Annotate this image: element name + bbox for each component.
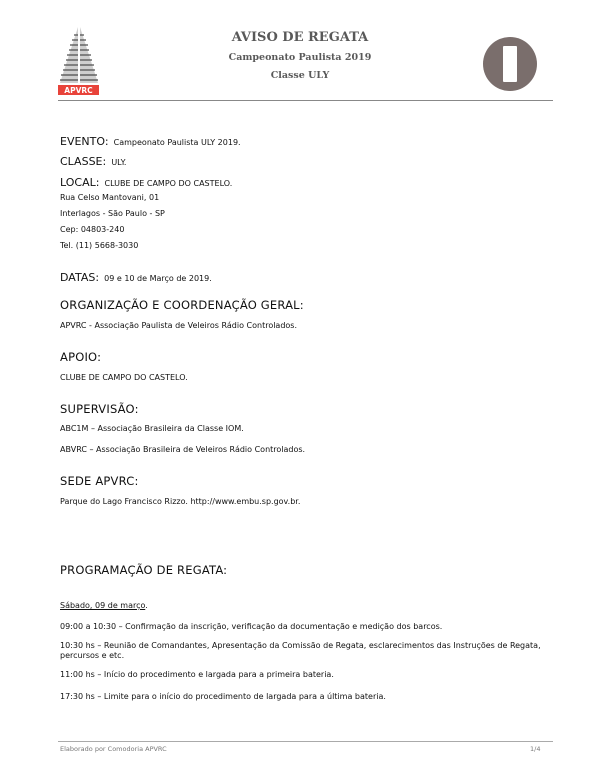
local-label: LOCAL: — [60, 176, 100, 189]
schedule-item-3: 17:30 hs – Limite para o início do procedimento de largada para a última bateria. — [60, 692, 386, 701]
programacao-label: PROGRAMAÇÃO DE REGATA: — [60, 563, 228, 577]
classe-label: CLASSE: — [60, 155, 107, 168]
datas-row — [60, 266, 212, 285]
page-number: 1/4 — [530, 745, 541, 753]
document-class: Classe ULY — [270, 70, 330, 81]
supervisao-abvrc: ABVRC – Associação Brasileira de Veleiros Rádio Controlados. — [60, 445, 306, 454]
local-city: Interlagos - São Paulo - SP — [60, 209, 165, 218]
schedule-item-0: 09:00 a 10:30 – Confirmação da inscrição, verificação da documentação e medição dos barcos. — [60, 622, 443, 631]
apoio-value: CLUBE DE CAMPO DO CASTELO. — [60, 373, 188, 382]
classe-row — [60, 150, 126, 169]
local-address: Rua Celso Mantovani, 01 — [60, 193, 160, 202]
supervisao-label: SUPERVISÃO: — [60, 402, 139, 416]
supervisao-abc1m: ABC1M – Associação Brasileira da Classe IOM. — [60, 424, 244, 433]
footer-divider — [58, 741, 553, 742]
local-cep: Cep: 04803-240 — [60, 225, 125, 234]
organizacao-label: ORGANIZAÇÃO E COORDENAÇÃO GERAL: — [60, 298, 304, 312]
datas-label: DATAS: — [60, 271, 100, 284]
roman-numeral-badge — [483, 37, 537, 91]
programacao-day — [60, 601, 148, 610]
document-subtitle: Campeonato Paulista 2019 — [228, 52, 372, 63]
document-title: AVISO DE REGATA — [231, 30, 369, 45]
header-divider — [58, 100, 553, 101]
day-label: Sábado, 09 de março — [60, 601, 146, 610]
organizacao-value: APVRC - Associação Paulista de Veleiros Rádio Controlados. — [60, 321, 298, 330]
logo-text: APVRC — [64, 86, 93, 95]
evento-row — [60, 130, 241, 149]
sede-value: Parque do Lago Francisco Rizzo. http://www.embu.sp.gov.br. — [60, 497, 301, 506]
datas-value: 09 e 10 de Março de 2019. — [104, 274, 212, 283]
schedule-item-2: 11:00 hs – Início do procedimento e largada para a primeira bateria. — [60, 670, 334, 679]
schedule-item-1: 10:30 hs – Reunião de Comandantes, Apresentação da Comissão de Regata, esclarecimentos das Instruções de Regata, percursos e etc. — [60, 641, 541, 660]
sail-stripes-logo-icon — [58, 27, 99, 95]
classe-value: ULY. — [111, 158, 127, 167]
evento-label: EVENTO: — [60, 135, 109, 148]
local-value: CLUBE DE CAMPO DO CASTELO. — [104, 179, 233, 188]
day-suffix: . — [145, 601, 148, 610]
local-phone: Tel. (11) 5668-3030 — [60, 241, 139, 250]
numeral-circle-icon — [483, 37, 537, 91]
footer-credit: Elaborado por Comodoria APVRC — [60, 745, 167, 753]
evento-value: Campeonato Paulista ULY 2019. — [113, 138, 241, 147]
sede-label: SEDE APVRC: — [60, 474, 139, 488]
local-row — [60, 171, 232, 190]
apvrc-logo — [58, 27, 99, 95]
apoio-label: APOIO: — [60, 350, 102, 364]
